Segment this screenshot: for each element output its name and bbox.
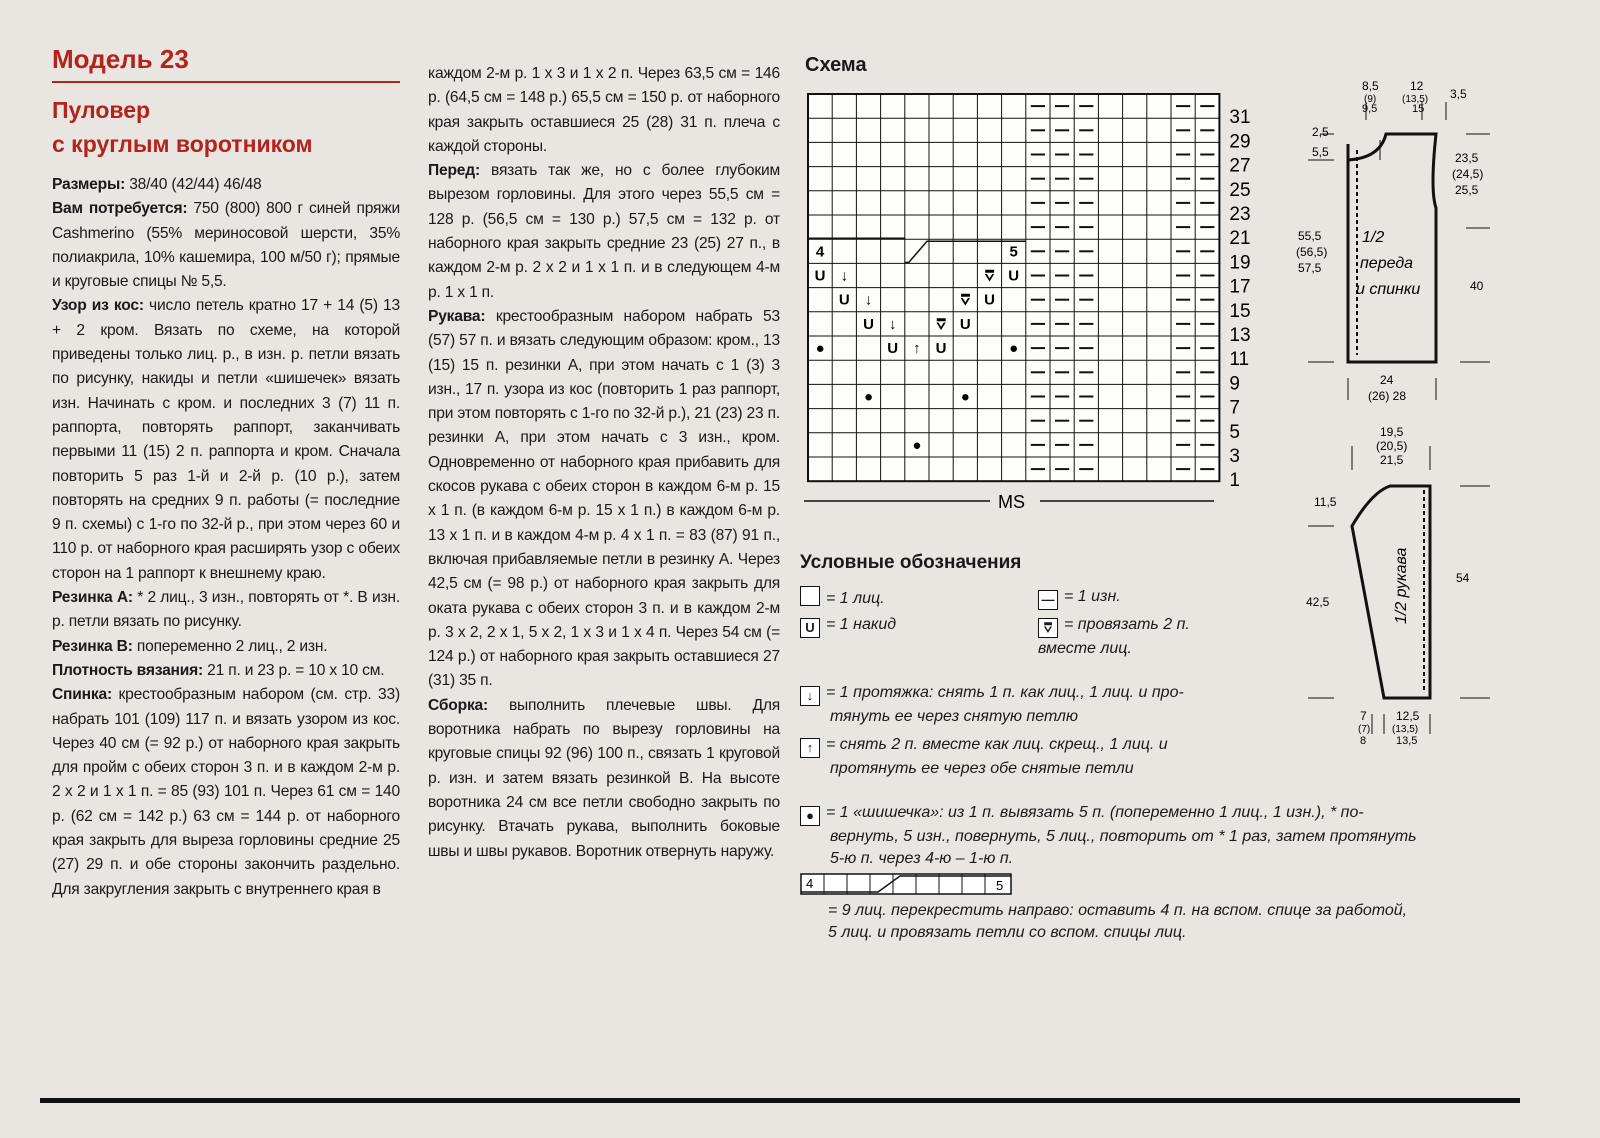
chart-area: [800, 50, 1580, 1050]
body-width-1: 24: [1380, 373, 1394, 387]
chart-stitch-symbol: ↑: [913, 340, 921, 358]
cuff-b-3: 13,5: [1396, 735, 1418, 747]
chart-stitch-symbol: ●: [815, 340, 825, 358]
model-number: Модель 23: [52, 44, 189, 74]
chart-stitch-symbol: ↓: [888, 315, 897, 333]
top-width-1: 8,5: [1362, 79, 1379, 93]
front-height-2: (56,5): [1296, 245, 1328, 259]
chart-stitch-symbol: ●: [863, 388, 874, 406]
paragraph-heading: Перед:: [428, 162, 480, 180]
cable-symbol-icon: [800, 872, 1020, 896]
title-divider: [52, 81, 400, 83]
cuff-b-1: 12,5: [1396, 709, 1420, 723]
paragraph-heading: Размеры:: [52, 176, 126, 193]
paragraph-text: 750 (800) 800 г синей пряжи Cashmerino (55% мериносовой шерсти, 35% полиакрила, 10% кашемира, 100 м/50 г); прямые и круговые спицы № 5,5.: [52, 200, 400, 291]
chart-stitch-symbol: ↓: [840, 267, 849, 285]
body-label-3: и спинки: [1356, 281, 1421, 298]
bobble-dot-icon: ●: [800, 806, 820, 826]
garment-overlay: [800, 50, 1580, 770]
chart-stitch-symbol: ⩢: [960, 291, 970, 309]
paragraph-heading: Плотность вязания:: [52, 661, 204, 679]
row-number: 13: [1229, 325, 1251, 346]
legend-yo: U = 1 накид: [800, 614, 896, 638]
row-number: 11: [1229, 349, 1250, 371]
chart-stitch-symbol: U: [814, 267, 826, 285]
paragraph-text: * 2 лиц., 3 изн., повторять от *. В изн. р. петли вязать по рисунку.: [52, 589, 400, 631]
row-number: 31: [1229, 107, 1251, 129]
row-number: 15: [1229, 300, 1251, 322]
k2tog-symbol-icon: ⩢: [1038, 618, 1058, 638]
neck-drop-b: 5,5: [1312, 145, 1329, 159]
row-number: 27: [1229, 155, 1251, 177]
legend-knit: = 1 лиц.: [800, 586, 885, 610]
paragraph: [52, 659, 400, 683]
front-height-1: 55,5: [1298, 229, 1322, 243]
chart-stitch-symbol: ●: [960, 388, 970, 406]
cable-start-number: 4: [806, 876, 814, 891]
paragraph-text: число петель кратно 17 + 14 (5) 13 + 2 кром. Вязать по схеме, на которой приведены только лиц. р., в изн. р. петли вязать по рисунку, накиды и петли «шишечек» вязать изн. Начинать с кром. и последних 3 (7) 11 п. раппорта, повторять раппорт, заканчивать первыми 11 (15) 2 п. раппорта и кром. Сначала повторить 5 раз 1-й и 2-й р. (10 р.), затем повторять на средних 9 п. работы (= последние 9 п. схемы) с 1-го по 32-й р., при этом через 60 и 110 р. от наборного края расширять узор с обеих сторон на 1 раппорт к внешнему краю.: [52, 297, 400, 582]
body-label-1: 1/2: [1362, 229, 1385, 246]
shoulder-width: 3,5: [1450, 87, 1467, 101]
paragraph-heading: Узор из кос:: [52, 297, 144, 315]
paragraph-heading: Рукава:: [428, 307, 486, 325]
armhole-3: 25,5: [1455, 183, 1479, 197]
paragraph: [52, 586, 400, 635]
paragraph-text: крестообразным набором набрать 53 (57) 57 п. и вязать следующим образом: кром., 13 (15) 15 п. резинки А, при этом начать с 1 (3) 3 изн., 17 п. узора из кос (повторить 1 раз раппорт, при этом повторять с 1-го по 32-й р.), 21 (23) 23 п. резинки А, при этом начать с 3 изн., кром. Одновременно от наборного края прибавить для скосов рукава с обеих сторон в каждом 6-м р. 15 х 1 п. (в каждом 6-м р. 15 х 1 п.) в каждом 6-м р. 13 х 1 п. и в каждом 4-м р. 4 х 1 п. = 83 (87) 91 п., включая прибавляемые петли в резинку А. Через 42,5 см (= 98 р.) от наборного края закрыть для оката рукава с обеих сторон 3 п. и в каждом 2-м р. 3 х 2, 2 х 1, 5 х 2, 1 х 3 и 1 х 4 п. Через 54 см (= 124 р.) от наборного края закрыть оставшиеся 27 (31) 35 п.: [428, 307, 780, 690]
sleeve-length: 42,5: [1306, 595, 1330, 609]
purl-symbol-icon: —: [1038, 590, 1058, 610]
row-number: 9: [1229, 373, 1240, 395]
paragraph: [52, 683, 400, 902]
row-number: 19: [1229, 252, 1251, 274]
chart-stitch-symbol: U: [959, 315, 971, 333]
top-width-3: 9,5: [1362, 103, 1378, 115]
side-height: 40: [1470, 279, 1484, 293]
cable-end-label: 5: [1009, 243, 1018, 261]
sleeve-top-2: (20,5): [1376, 439, 1408, 453]
paragraph: [52, 197, 400, 294]
paragraph: [52, 294, 400, 586]
paragraph-heading: Резинка А:: [52, 589, 133, 607]
sleeve-top-3: 21,5: [1380, 453, 1404, 467]
cap-height: 11,5: [1314, 495, 1337, 509]
text-column-1: [52, 44, 400, 902]
paragraph-text: выполнить плечевые швы. Для воротника набрать по вырезу горловины на круговые спицы 92 (96) 100 п., связать 1 круговой р. изн. и затем вязать резинкой В. На высоте воротника 24 см все петли свободно закрыть по рисунку. Втачать рукава, выполнить боковые швы и швы рукавов. Воротник отвернуть наружу.: [428, 696, 780, 860]
row-number: 1: [1229, 470, 1240, 492]
paragraph-heading: Спинка:: [52, 686, 112, 704]
chart-stitch-symbol: U: [838, 291, 850, 309]
body-label-2: переда: [1360, 255, 1414, 272]
model-title-line-1: Пуловер: [52, 97, 151, 123]
row-number: 23: [1229, 204, 1251, 225]
chart-stitch-symbol: U: [863, 315, 874, 333]
neck-width-2: (13,5): [1402, 94, 1429, 105]
chart-stitch-symbol: U: [984, 291, 995, 309]
s2kp-arrow-up-icon: ↑: [800, 738, 820, 758]
paragraph: [428, 62, 780, 159]
sleeve-top-1: 19,5: [1380, 425, 1404, 439]
cuff-a-3: 8: [1360, 735, 1367, 747]
paragraph-text: 38/40 (42/44) 46/48: [125, 176, 262, 193]
row-number: 17: [1229, 276, 1251, 298]
paragraph-text: каждом 2-м р. 1 х 3 и 1 х 2 п. Через 63,5 см = 146 р. (64,5 см = 148 р.) 65,5 см = 150 р. от наборного края закрыть оставшиеся 25 (28) 31 п. плеча с каждой стороны.: [428, 65, 780, 155]
chart-stitch-symbol: ●: [1009, 340, 1019, 358]
sleeve-label: 1/2 рукава: [1393, 547, 1410, 624]
body-width-2: (26) 28: [1368, 389, 1407, 403]
neck-width-3: 15: [1412, 103, 1425, 115]
legend-title: Условные обозначения: [800, 552, 1022, 573]
neck-width-1: 12: [1410, 79, 1424, 93]
paragraph: [428, 159, 780, 305]
chart-stitch-symbol: U: [887, 340, 899, 358]
row-number: 25: [1229, 179, 1251, 201]
ms-label: MS: [998, 492, 1025, 512]
legend-s2kp: ↑ = снять 2 п. вместе как лиц. скрещ., 1 лиц. и протянуть ее через обе снятые петли: [800, 734, 1168, 780]
armhole-1: 23,5: [1455, 151, 1479, 165]
paragraph-text: 21 п. и 23 р. = 10 х 10 см.: [203, 661, 385, 679]
chart-stitch-symbol: U: [935, 340, 947, 358]
paragraph-heading: Резинка В:: [52, 637, 133, 655]
cuff-a-2: (7): [1358, 724, 1371, 735]
armhole-2: (24,5): [1452, 167, 1484, 181]
row-number: 21: [1229, 228, 1251, 250]
neck-drop-a: 2,5: [1312, 125, 1329, 139]
paragraph-heading: Сборка:: [428, 696, 489, 714]
paragraph: [428, 305, 780, 694]
chart-stitch-symbol: ⩢: [984, 267, 995, 285]
chart-stitch-symbol: ●: [912, 436, 922, 454]
row-number: 5: [1229, 421, 1240, 443]
front-height-3: 57,5: [1298, 261, 1322, 275]
legend-purl: — = 1 изн.: [1038, 586, 1121, 610]
text-column-2: [428, 62, 780, 864]
cuff-b-2: (13,5): [1392, 724, 1419, 735]
cable-end-number: 5: [996, 878, 1004, 893]
paragraph-text: крестообразным набором (см. стр. 33) набрать 101 (109) 117 п. и вязать узором из кос. Через 40 см (= 92 р.) от наборного края закрыть для пройм с обеих сторон 3 п. и в каждом 2-м р. 2 х 2 и 1 х 1 п. = 85 (93) 101 п. Через 61 см = 140 р. (62 см = 142 р.) 63 см = 144 р. от наборного края закрыть для выреза горловины средние 25 (27) 29 п. и обе стороны закончить раздельно. Для закругления закрыть с внутреннего края в: [52, 686, 400, 898]
top-width-2: (9): [1364, 94, 1377, 105]
legend-ssk: ↓ = 1 протяжка: снять 1 п. как лиц., 1 лиц. и про- тянуть ее через снятую петлю: [800, 682, 1184, 728]
legend-k2tog: ⩢ = провязать 2 п. вместе лиц.: [1038, 616, 1190, 657]
instructions-left: [52, 173, 400, 902]
legend-cable: = 9 лиц. перекрестить направо: оставить 4 п. на вспом. спице за работой, 5 лиц. и провязать петли со вспом. спицы лиц.: [828, 902, 1408, 941]
chart-stitch-symbol: ⩢: [936, 315, 946, 333]
row-number: 3: [1229, 446, 1240, 467]
ssk-arrow-down-icon: ↓: [800, 686, 820, 706]
row-number: 7: [1229, 397, 1240, 419]
instructions-right: [428, 62, 780, 864]
row-number: 29: [1229, 131, 1251, 153]
page-bottom-rule: [40, 1098, 1520, 1103]
cuff-a-1: 7: [1360, 709, 1367, 723]
paragraph-text: попеременно 2 лиц., 2 изн.: [132, 637, 328, 655]
paragraph-heading: Вам потребуется:: [52, 200, 188, 218]
paragraph: [428, 694, 780, 864]
model-title-line-2: с круглым воротником: [52, 131, 313, 157]
chart-stitch-symbol: U: [1008, 267, 1020, 285]
paragraph-text: вязать так же, но с более глубоким вырезом горловины. Для этого через 55,5 см = 128 р. (56,5 см = 130 р.) 57,5 см = 132 р. от наборного края закрыть средние 23 (25) 27 п., в каждом 2-м р. 2 х 2 и 1 х 1 п. и в следующем 4-м р. 1 х 1 п.: [428, 162, 780, 301]
sleeve-total: 54: [1456, 571, 1470, 585]
paragraph: [52, 173, 400, 197]
yarnover-symbol-icon: U: [800, 618, 820, 638]
knit-symbol-icon: [800, 586, 820, 606]
cable-start-label: 4: [815, 243, 825, 261]
chart-stitch-symbol: ↓: [864, 291, 873, 309]
schema-title: Схема: [805, 54, 867, 76]
legend-bobble: ● = 1 «шишечка»: из 1 п. вывязать 5 п. (попеременно 1 лиц., 1 изн.), * по- вернуть, 5 изн., повернуть, 5 лиц., повторить от * 1 раз, затем протянуть 5-ю п. через 4-ю – 1-ю п.: [800, 802, 1500, 870]
paragraph: [52, 635, 400, 659]
